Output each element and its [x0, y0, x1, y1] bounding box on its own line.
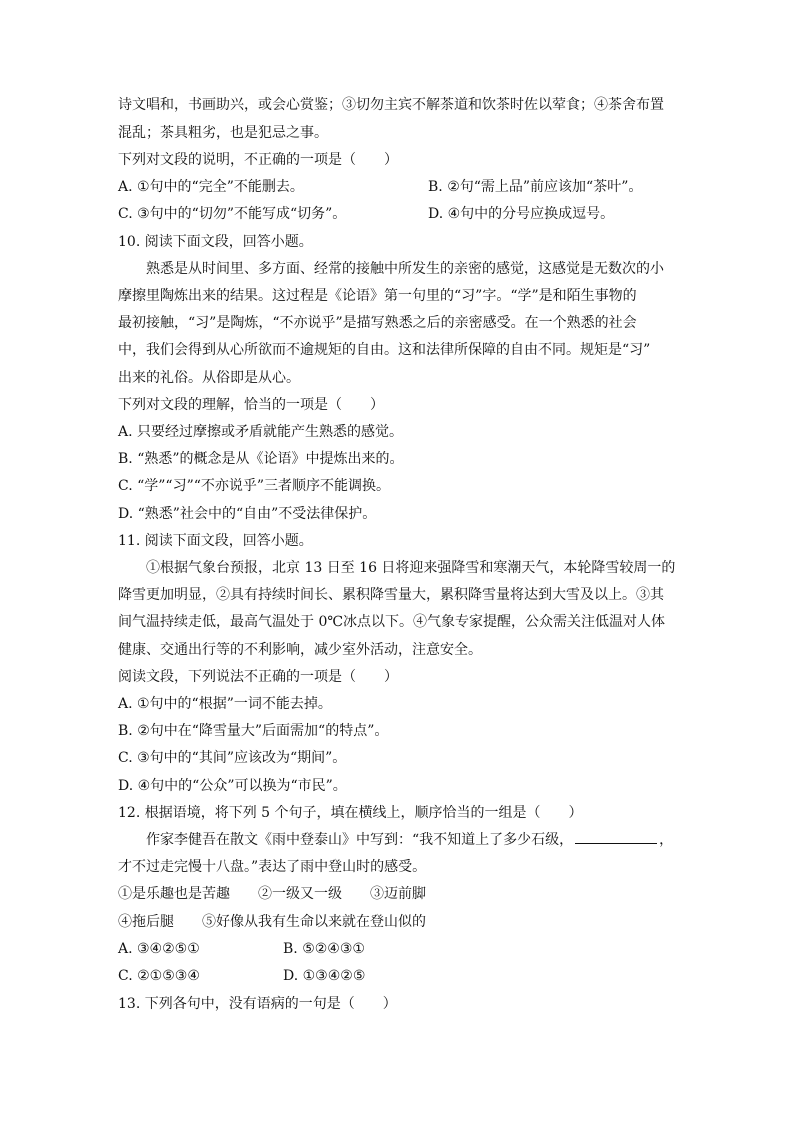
option-b: B. ②句“需上品”前应该加“茶叶”。 [428, 179, 643, 195]
option-c: C. ③句中的“切勿”不能写成“切务”。 [118, 206, 347, 222]
option-c: C. ③句中的“其间”应该改为“期间”。 [118, 750, 347, 766]
option-c: C. ②①⑤③④ [118, 968, 200, 984]
passage-line: 熟悉是从时间里、多方面、经常的接触中所发生的亲密的感觉，这感觉是无数次的小 [146, 261, 664, 277]
passage-line: 最初接触，“习”是陶炼，“不亦说乎”是描写熟悉之后的亲密感受。在一个熟悉的社会 [118, 315, 637, 331]
option-a: A. ①句中的“完全”不能删去。 [118, 179, 304, 195]
option-b: B. “熟悉”的概念是从《论语》中提炼出来的。 [118, 451, 404, 467]
passage-line: 出来的礼俗。从俗即是从心。 [118, 370, 300, 386]
question-title: 11. 阅读下面文段，回答小题。 [118, 533, 313, 549]
option-b: B. ②句中在“降雪量大”后面需加“的特点”。 [118, 723, 389, 739]
option-d: D. ①③④②⑤ [283, 968, 366, 984]
sentence-options: ④拖后腿 ⑤好像从我有生命以来就在登山似的 [118, 914, 426, 930]
passage-line: ①根据气象台预报，北京 13 日至 16 日将迎来强降雪和寒潮天气，本轮降雪较周一的 [146, 560, 676, 576]
passage-line: 中，我们会得到从心所欲而不逾规矩的自由。这和法律所保障的自由不同。规矩是“习” [118, 342, 651, 358]
option-a: A. 只要经过摩擦或矛盾就能产生熟悉的感觉。 [118, 424, 404, 440]
option-c: C. “学”“习”“不亦说乎”三者顺序不能调换。 [118, 478, 391, 494]
question-title: 13. 下列各句中，没有语病的一句是（ ） [118, 996, 397, 1012]
sentence-options: ①是乐趣也是苦趣 ②一级又一级 ③迈前脚 [118, 886, 426, 902]
question-prompt: 阅读文段，下列说法不正确的一项是（ ） [118, 669, 398, 685]
question-prompt: 下列对文段的说明，不正确的一项是（ ） [118, 152, 398, 168]
question-prompt: 下列对文段的理解，恰当的一项是（ ） [118, 397, 384, 413]
option-d: D. ④句中的分号应换成逗号。 [428, 206, 615, 222]
option-b: B. ⑤②④③① [283, 941, 365, 957]
passage-line: 降雪更加明显，②具有持续时间长、累积降雪量大，累积降雪量将达到大雪及以上。③其 [118, 587, 664, 603]
passage-text: ， [659, 832, 674, 848]
option-a: A. ③④②⑤① [118, 941, 200, 957]
passage-line: 间气温持续走低，最高气温处于 0℃冰点以下。④气象专家提醒，公众需关注低温对人体 [118, 614, 666, 630]
passage-line: 诗文唱和，书画助兴，或会心赏鉴；③切勿主宾不解茶道和饮茶时佐以荤食；④茶舍布置 [118, 97, 664, 113]
option-d: D. “熟悉”社会中的“自由”不受法律保护。 [118, 506, 377, 522]
passage-line: 健康、交通出行等的不利影响，减少室外活动，注意安全。 [118, 642, 482, 658]
question-title: 10. 阅读下面文段，回答小题。 [118, 234, 313, 250]
option-a: A. ①句中的“根据”一词不能去掉。 [118, 696, 332, 712]
fill-in-blank [575, 831, 657, 844]
question-title: 12. 根据语境，将下列 5 个句子，填在横线上，顺序恰当的一组是（ ） [118, 805, 583, 821]
passage-line: 才不过走完慢十八盘。”表达了雨中登山时的感受。 [118, 859, 427, 875]
passage-text: 作家李健吾在散文《雨中登泰山》中写到：“我不知道上了多少石级， [146, 832, 574, 848]
option-d: D. ④句中的“公众”可以换为“市民”。 [118, 778, 347, 794]
passage-line [146, 831, 673, 849]
passage-line: 混乱；茶具粗劣，也是犯忌之事。 [118, 125, 328, 141]
passage-line: 摩擦里陶炼出来的结果。这过程是《论语》第一句里的“习”字。“学”是和陌生事物的 [118, 288, 637, 304]
